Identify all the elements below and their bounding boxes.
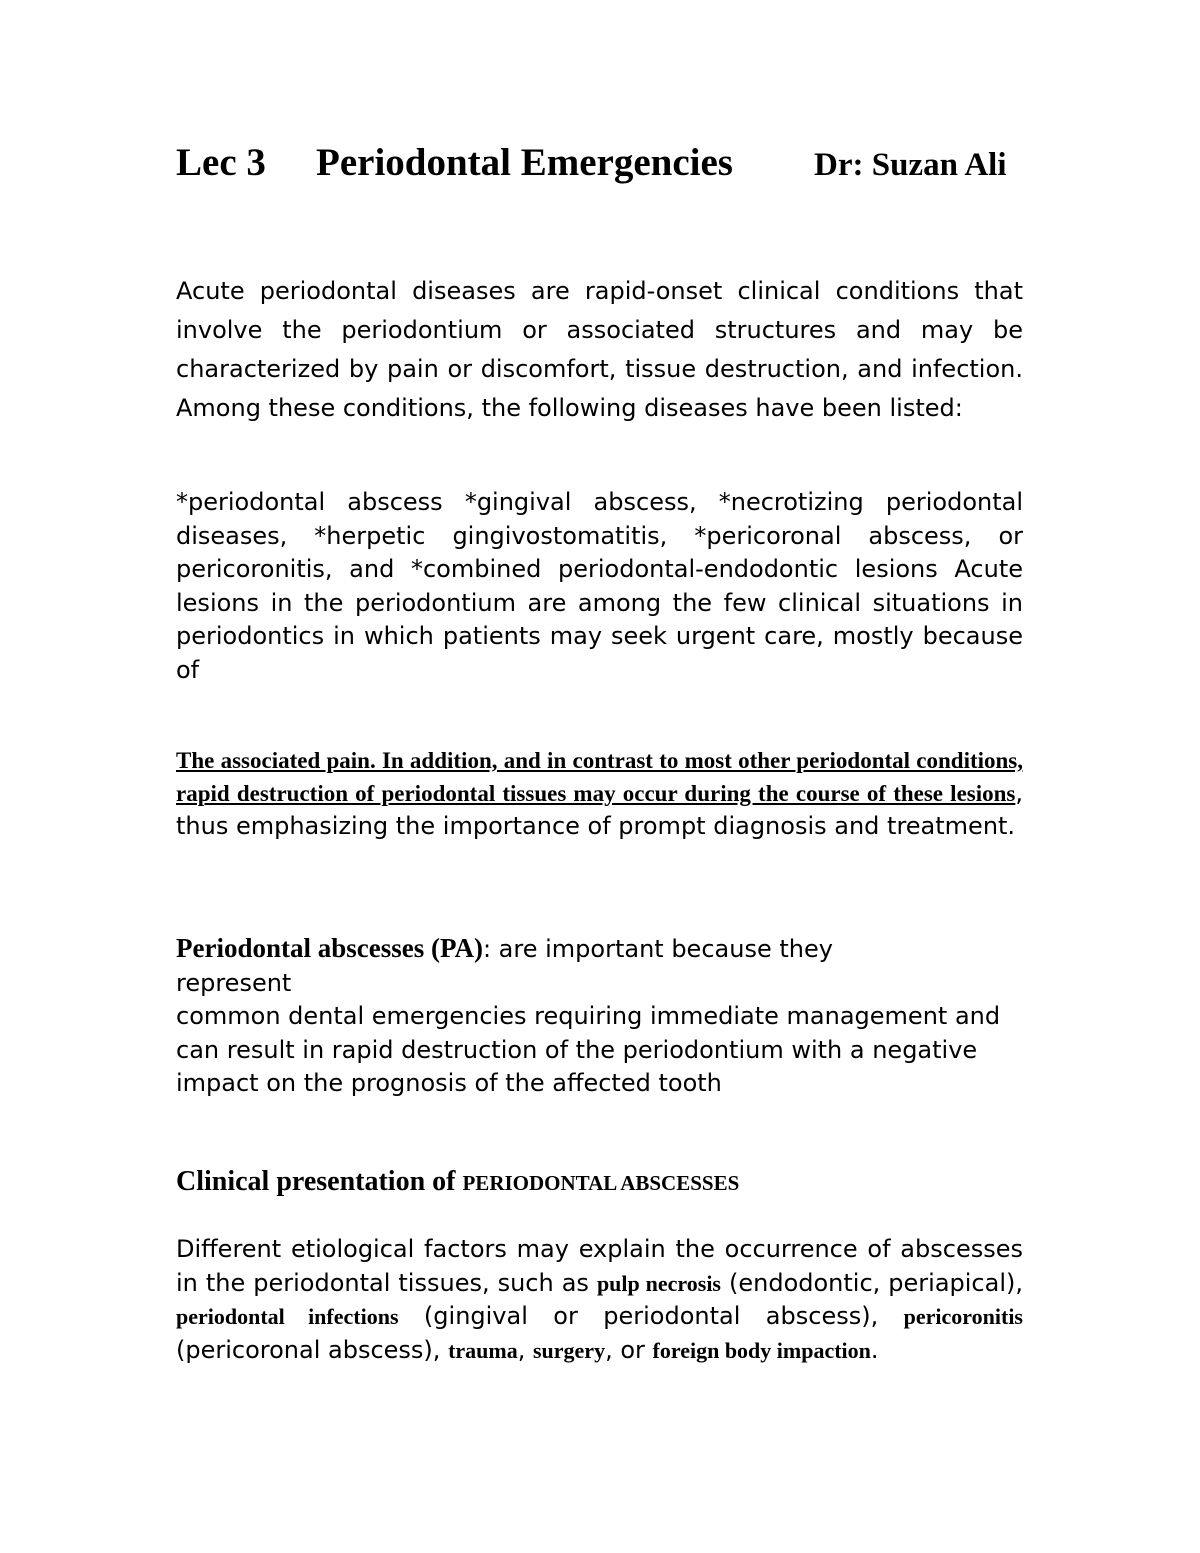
etiology-text: ,: [517, 1335, 533, 1364]
emphasis-paragraph: [176, 744, 1023, 842]
etiology-term: surgery: [532, 1337, 606, 1363]
etiology-paragraph: [176, 1233, 1023, 1367]
etiology-term: pulp necrosis: [596, 1270, 721, 1296]
etiology-term: trauma: [448, 1337, 518, 1363]
pa-paragraph: [176, 932, 1036, 1101]
pa-text-rest: common dental emergencies requiring immediate management and can result in rapid destruction of the periodontium with a negative impact on the prognosis of the affected tooth: [176, 1002, 1001, 1097]
pa-text-line2: represent: [176, 968, 292, 997]
emphasis-rest: , thus emphasizing the importance of prompt diagnosis and treatment.: [176, 779, 1023, 840]
pa-text-line1: : are important because they: [482, 935, 833, 963]
pa-heading: Periodontal abscesses (PA): [176, 933, 483, 963]
section-heading-part1: Clinical presentation of: [176, 1166, 463, 1197]
etiology-term: periodontal infections: [176, 1304, 399, 1329]
etiology-text: (pericoronal abscess),: [176, 1335, 449, 1364]
etiology-text: (gingival or periodontal abscess),: [398, 1302, 904, 1330]
etiology-term: pericoronitis: [903, 1304, 1023, 1329]
etiology-text: Different etiological factors may explain the occurrence of abscesses in the periodontal tissues, such as: [176, 1235, 1023, 1297]
emphasis-bold-underlined: The associated pain. In addition, and in contrast to most other periodontal conditions, rapid destruction of periodontal tissues may occur during the course of these lesions: [176, 748, 1023, 806]
diseases-paragraph: *periodontal abscess *gingival abscess, *necrotizing periodontal diseases, *herpetic gingivostomatitis, *pericoronal abscess, or pericoronitis, and *combined periodontal-endodontic lesions Acute lesions in the periodontium are among the few clinical situations in periodontics in which patients may seek urgent care, mostly because of: [176, 488, 1023, 684]
section-heading-part2: PERIODONTAL ABSCESSES: [462, 1171, 740, 1195]
intro-paragraph: Acute periodontal diseases are rapid-onset clinical conditions that involve the periodontium or associated structures and may be characterized by pain or discomfort, tissue destruction, and infection. Among these conditions, the following diseases have been listed:: [176, 277, 1023, 422]
section-heading: [176, 1166, 739, 1198]
etiology-text: (endodontic, periapical),: [721, 1268, 1023, 1297]
etiology-text: .: [870, 1335, 879, 1364]
etiology-text: , or: [605, 1335, 653, 1364]
lecture-topic: Periodontal Emergencies: [316, 141, 733, 184]
etiology-term: foreign body impaction: [652, 1337, 871, 1363]
lecture-number: Lec 3: [176, 141, 266, 184]
lecture-author: Dr: Suzan Ali: [814, 147, 1007, 183]
